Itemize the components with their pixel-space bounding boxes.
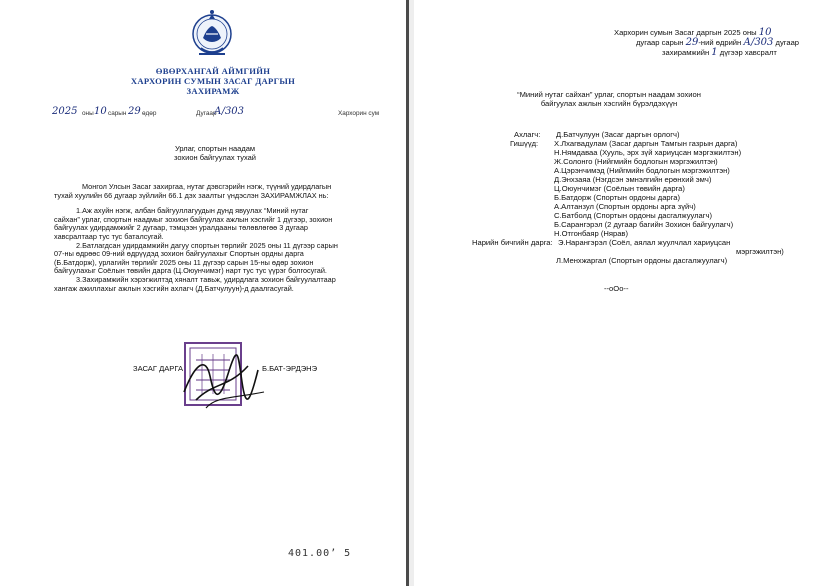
annex-l1-month: 10 xyxy=(758,27,772,38)
date-month: 10 xyxy=(94,106,107,117)
org-line-3: ЗАХИРАМЖ xyxy=(186,86,240,96)
signer-name: Б.БАТ-ЭРДЭНЭ xyxy=(262,364,318,373)
date-day-suffix: өдөр xyxy=(142,110,157,117)
annex-l2-day: 29 xyxy=(685,37,699,48)
item2-line-2: 07-ны өдрөөс 09-ний өдрүүдэд зохион байгуулахыг Спортын ордны дарга xyxy=(54,249,304,259)
intro-line-2: тухай хуулийн 66 дугаар зүйлийн 66.1 дэх заалтыг үндэслэн ЗАХИРАМЖЛАХ нь: xyxy=(54,190,329,200)
title-line-2: зохион байгуулах тухай xyxy=(173,153,256,163)
annex-line-2 xyxy=(636,38,799,47)
member-item: Х.Лхагвадулам (Засаг даргын Тамгын газрын дарга) xyxy=(554,139,738,148)
secretary-extra: Л.Менхжаргал (Спортын ордоны дасгалжуулагч) xyxy=(556,256,728,265)
date-year-suffix: оны xyxy=(82,110,94,117)
heading-line-1: “Миний нутаг сайхан” урлаг, спортын наадам зохион xyxy=(517,90,701,99)
member-item: Н.Нямдаваа (Хууль, эрх зүй хариуцсан мэргэжилтэн) xyxy=(554,148,742,157)
item1-line-1: 1.Аж ахуйн нэгж, албан байгууллагуудын дунд явуулах “Миний нутаг xyxy=(76,206,309,216)
right-page xyxy=(414,0,827,586)
member-item: Б.Сарангэрэл (2 дугаар багийн Зохион байгуулагч) xyxy=(554,220,734,229)
annex-l3-number: 1 xyxy=(711,47,718,58)
members-label: Гишүүд: xyxy=(510,139,539,148)
leader-label: Ахлагч: xyxy=(514,130,541,139)
signature-icon xyxy=(176,352,271,414)
org-line-2: ХАРХОРИН СУМЫН ЗАСАГ ДАРГЫН xyxy=(130,76,296,86)
member-item: Н.Отгонбаяр (Нярав) xyxy=(554,229,628,238)
secretary-line-2: мэргэжилтэн) xyxy=(736,247,784,256)
member-item: Б.Батдорж (Спортын ордоны дарга) xyxy=(554,193,680,202)
number-label: Дугаар xyxy=(196,110,217,117)
signer-title: ЗАСАГ ДАРГА xyxy=(133,364,184,373)
item1-line-3: байгуулах удирдамжийг 2 дугаар, тэмцээн уралдааны төлөвлөгөө 3 дугаар xyxy=(54,223,308,233)
item2-line-3: (Б.Батдорж), урлагийн төрлийг 2025 оны 11 дүгээр сарын 15-ны өдөр зохион xyxy=(54,257,314,267)
annex-heading xyxy=(494,90,724,108)
date-day: 29 xyxy=(128,106,141,117)
date-year: 2025 xyxy=(52,106,78,117)
annex-l3-prefix: захирамжийн xyxy=(662,48,710,57)
number-value: А/303 xyxy=(214,106,245,117)
secretary-label: Нарийн бичгийн дарга: xyxy=(472,238,553,247)
item2-line-1: 2.Батлагдсан удирдамжийн дагуу спортын төрлийг 2025 оны 11 дүгээр сарын xyxy=(76,240,338,250)
date-line xyxy=(48,106,406,120)
item1-line-2: сайхан” урлаг, спортын наадмыг зохион байгуулах ажлын хэсгийг 1 дүгээр, зохион xyxy=(54,214,333,224)
annex-l2-prefix: дугаар сарын xyxy=(636,38,684,47)
heading-line-2: байгуулах ажлын хэсгийн бүрэлдэхүүн xyxy=(540,99,678,109)
secretary-line-1: Э.Нарангэрэл (Соёл, аялал жуулчлал хариуцсан xyxy=(558,238,731,247)
left-page xyxy=(0,0,406,586)
member-item: Ц.Оюунчимэг (Соёлын төвийн дарга) xyxy=(554,184,685,193)
intro-line-1: Монгол Улсын Засаг захиргаа, нутаг дэвсгэрийн нэгж, түүний удирдлагын xyxy=(82,182,332,191)
org-line-1: ӨВӨРХАНГАЙ АЙМГИЙН xyxy=(155,66,271,76)
member-item: С.Батболд (Спортын ордоны дасгалжуулагч) xyxy=(554,211,713,220)
leader-name: Д.Батчулуун (Засаг даргын орлогч) xyxy=(556,130,680,139)
member-item: А.Алтанзул (Спортын ордоны арга зүйч) xyxy=(554,202,696,211)
state-emblem-icon xyxy=(191,8,233,62)
annex-l1-prefix: Хархорин сумын Засаг даргын 2025 оны xyxy=(614,28,757,37)
member-item: Д.Энхзаяа (Нэгдсэн эмнэлгийн ерөнхий эмч) xyxy=(554,175,712,184)
annex-l2-mid: -ний өдрийн xyxy=(698,38,742,47)
annex-l3-suffix: дүгээр хавсралт xyxy=(719,48,777,57)
date-month-suffix: сарын xyxy=(108,110,127,117)
annex-line-1 xyxy=(614,28,771,37)
annex-l2-number: А/303 xyxy=(743,37,774,48)
annex-line-3 xyxy=(662,48,777,57)
place: Хархорин сум xyxy=(338,110,380,117)
annex-l2-suffix: дугаар xyxy=(775,38,800,47)
document-title xyxy=(140,144,290,162)
item3-line-1: 3.Захирамжийн хэрэгжилтэд хяналт тавьж, удирдлага зохион байгуулалтаар xyxy=(76,274,336,284)
item2-line-4: байгуулахыг Соёлын төвийн дарга (Ц.Оюунчимэг) нарт тус тус үүрэг болгосугай. xyxy=(54,266,327,276)
item3-line-2: хангаж ажиллахыг ажлын хэсгийн ахлагч (Д.Батчулуун)-д даалгасугай. xyxy=(54,283,294,293)
title-line-1: Урлаг, спортын наадам xyxy=(174,144,256,153)
end-mark: --oOo-- xyxy=(604,284,629,293)
body-text xyxy=(54,183,372,293)
item1-line-4: хавсралтаар тус тус баталсугай. xyxy=(54,231,164,241)
member-item: А.Цэрэнчимэд (Нийгмийн бодлогын мэргэжилтэн) xyxy=(554,166,730,175)
member-item: Ж.Солонго (Нийгмийн бодлогын мэргэжилтэн) xyxy=(554,157,718,166)
registration-stamp-number: 401.00’ 5 xyxy=(288,548,352,559)
